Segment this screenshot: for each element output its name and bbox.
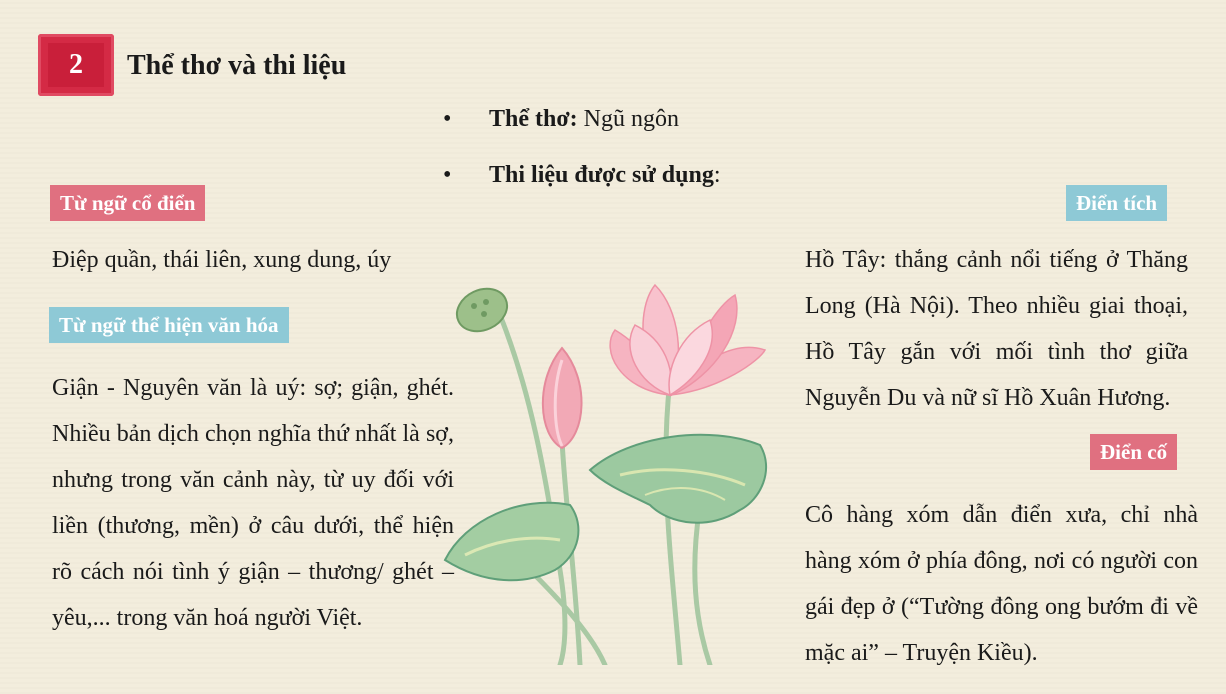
lotus-bud	[543, 348, 582, 448]
tag-literary-allusion: Điển cố	[1090, 434, 1177, 470]
lotus-stem	[666, 380, 680, 665]
bullet-label: Thể thơ:	[489, 106, 578, 132]
cultural-words-text: Giận - Nguyên văn là uý: sợ; giận, ghét. Nhiều bản dịch chọn nghĩa thứ nhất là sợ, nhưng trong văn cảnh này, từ uy đối với liền (thương, mền) ở câu dưới, thể hiện rõ cách nói tình ý giận – thương/ ghét – yêu,... trong văn hoá người Việt.	[52, 375, 454, 631]
tag-classical-words: Từ ngữ cổ điển	[50, 185, 205, 221]
bullet-value: Ngũ ngôn	[577, 106, 679, 132]
lotus-leaf	[445, 503, 578, 580]
lotus-illustration	[440, 270, 780, 665]
lotus-stem	[695, 505, 710, 665]
bullet-dot: •	[443, 106, 452, 132]
bullet-dot: •	[443, 162, 452, 188]
section-number: 2	[48, 43, 104, 87]
allusion-story-text: Hồ Tây: thắng cảnh nổi tiếng ở Thăng Long (Hà Nội). Theo nhiều giai thoại, Hồ Tây gắn với mối tình thơ giữa Nguyễn Du và nữ sĩ Hồ Xuân Hương.	[805, 247, 1188, 411]
tag-cultural-words: Từ ngữ thể hiện văn hóa	[49, 307, 289, 343]
lotus-leaf	[590, 435, 766, 523]
bullet-verse-form	[443, 106, 679, 133]
literary-allusion-text: Cô hàng xóm dẫn điển xưa, chỉ nhà hàng xóm ở phía đông, nơi có người con gái đẹp ở (“Tường đông ong bướm đi về mặc ai” – Truyện Kiều).	[805, 502, 1198, 666]
bullet-poetic-material	[443, 162, 721, 189]
bullet-label: Thi liệu được sử dụng	[489, 162, 714, 188]
slide-title: Thể thơ và thi liệu	[127, 50, 347, 81]
tag-allusion-story: Điển tích	[1066, 185, 1167, 221]
classical-words-text: Điệp quần, thái liên, xung dung, úy	[52, 247, 392, 273]
lotus-flower	[610, 285, 765, 395]
section-number-badge	[38, 34, 114, 96]
bullet-value: :	[713, 162, 721, 188]
